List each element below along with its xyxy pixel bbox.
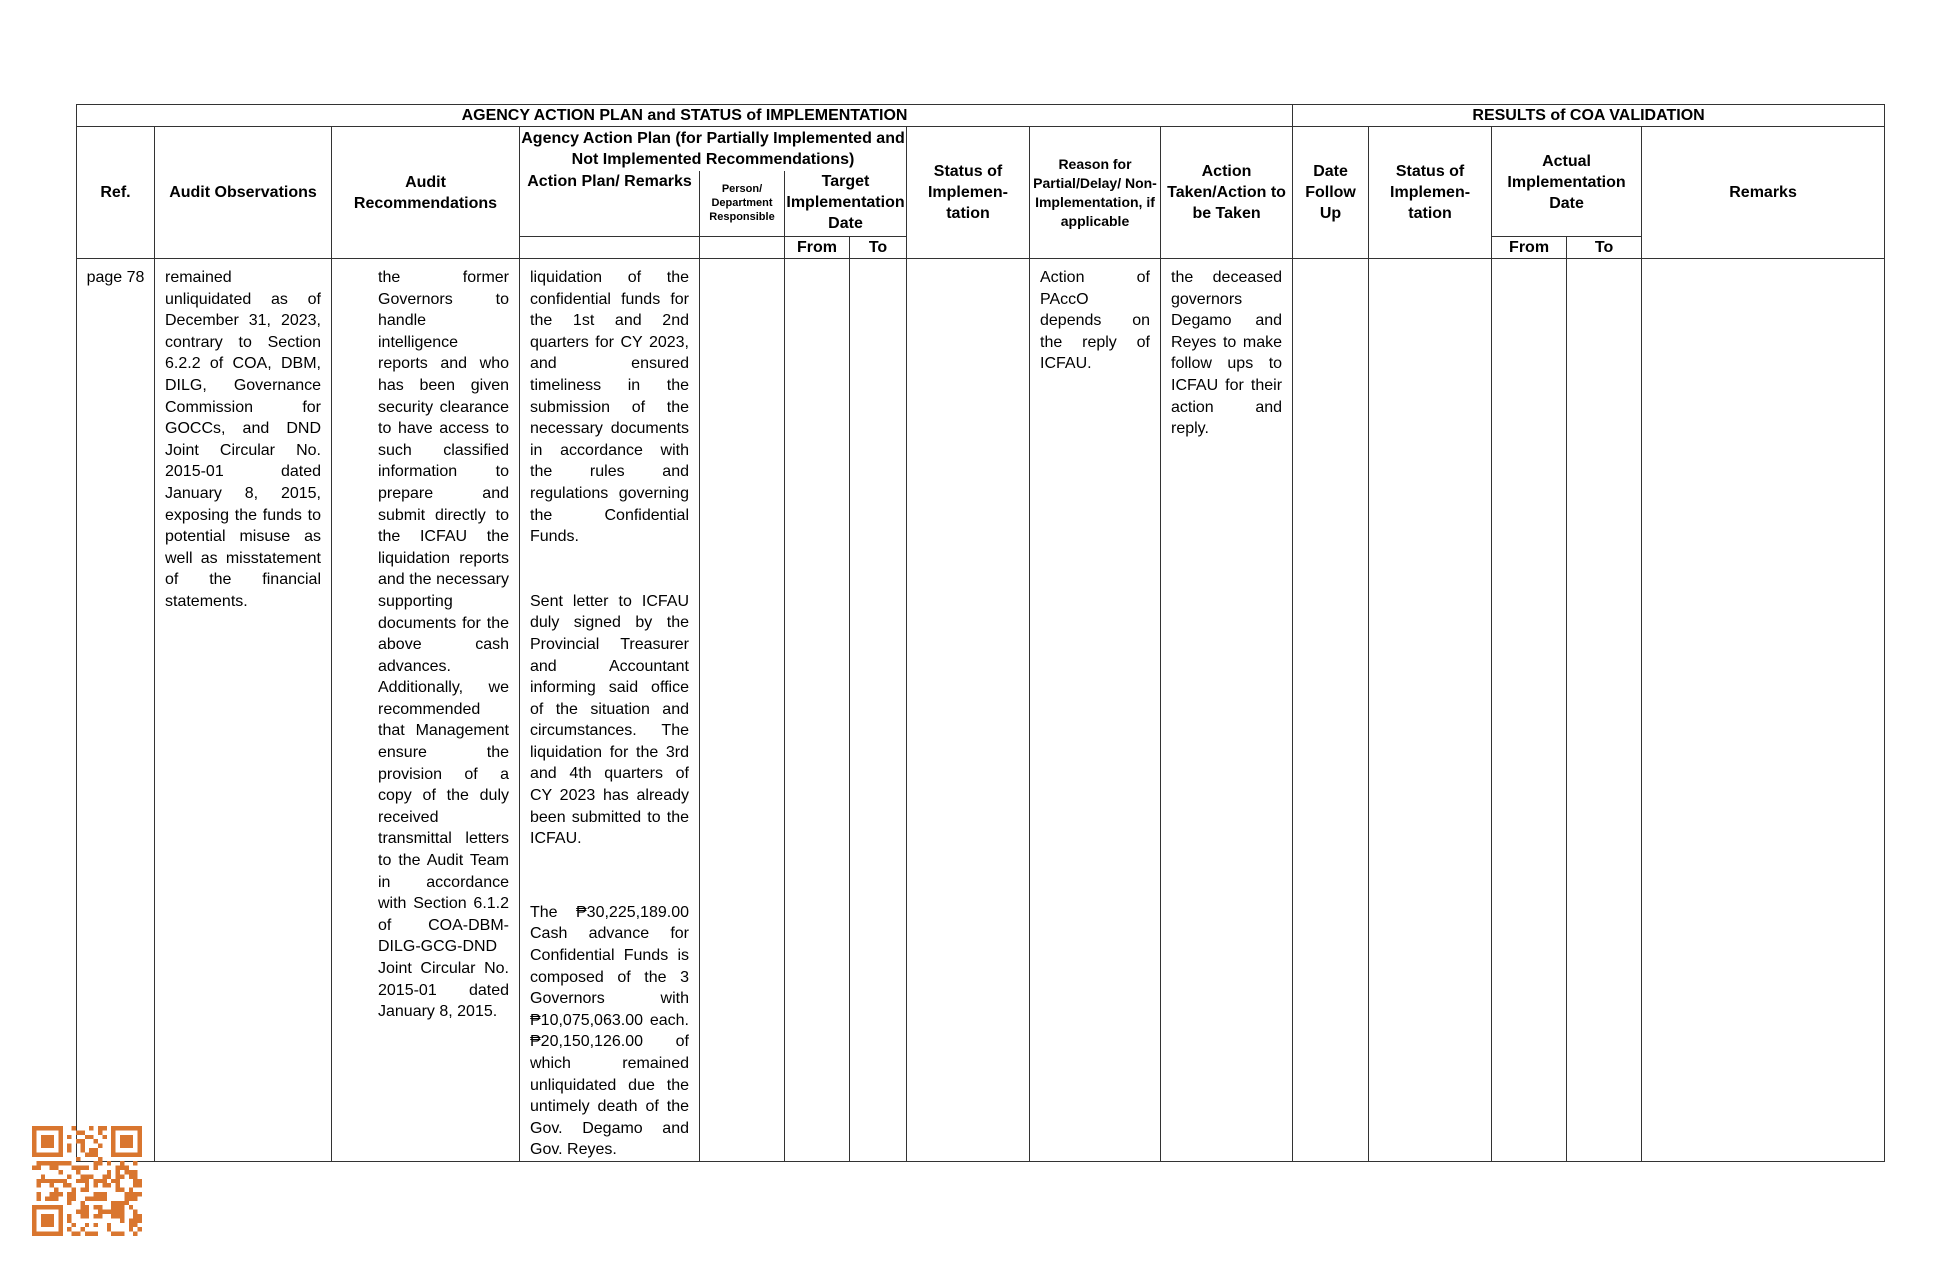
audit-recommendations-header: Audit Recommendations	[332, 127, 520, 259]
remarks-cell	[1642, 259, 1885, 1162]
reason-cell: Action of PAccO depends on the reply of ICFAU.	[1030, 259, 1161, 1162]
action-plan-paragraph-2: Sent letter to ICFAU duly signed by the Provincial Treasurer and Accountant informing said office of the situation and circumstances. The liquidation for the 3rd and 4th quarters of CY 2023 has already been submitted to the ICFAU.	[530, 592, 689, 848]
actual-from-header: From	[1492, 237, 1567, 259]
agency-title: AGENCY ACTION PLAN and STATUS of IMPLEMENTATION	[77, 105, 1293, 127]
date-follow-up-cell	[1293, 259, 1369, 1162]
audit-recommendation-cell: the former Governors to handle intelligence reports and who has been given security clearance to have access to such classified information to prepare and submit directly to the ICFAU the liquidation reports and the necessary supporting documents for the above cash advances. Additionally, we recommended that Management ensure the provision of a copy of the duly received transmittal letters to the Audit Team in accordance with Section 6.1.2 of COA-DBM-DILG-GCG-DND Joint Circular No. 2015-01 dated January 8, 2015.	[332, 259, 520, 1162]
date-follow-up-header: Date Follow Up	[1293, 127, 1369, 259]
person-responsible-header: Person/ Department Responsible	[700, 171, 785, 237]
target-to-header: To	[850, 237, 907, 259]
target-from-cell	[785, 259, 850, 1162]
action-plan-remarks-header: Action Plan/ Remarks	[520, 171, 700, 237]
ref-header: Ref.	[77, 127, 155, 259]
ref-cell: page 78	[77, 259, 155, 1162]
coa-status-cell	[1369, 259, 1492, 1162]
qr-code-icon	[32, 1126, 142, 1236]
target-to-cell	[850, 259, 907, 1162]
target-implementation-date-header: Target Implementation Date	[785, 171, 907, 237]
action-taken-cell: the deceased governors Degamo and Reyes to make follow ups to ICFAU for their action and reply.	[1161, 259, 1293, 1162]
coa-status-header: Status of Implemen-tation	[1369, 127, 1492, 259]
status-header: Status of Implemen-tation	[907, 127, 1030, 259]
coa-title: RESULTS of COA VALIDATION	[1293, 105, 1885, 127]
paragraph-gap	[530, 548, 689, 591]
action-taken-header: Action Taken/Action to be Taken	[1161, 127, 1293, 259]
paragraph-gap	[530, 850, 689, 902]
audit-observation-cell: remained unliquidated as of December 31, 2023, contrary to Section 6.2.2 of COA, DBM, DILG, Governance Commission for GOCCs, and DND Joint Circular No. 2015-01 dated January 8, 2015, exposing the funds to potential misuse as well as misstatement of the financial statements.	[155, 259, 332, 1162]
action-plan-paragraph-1: liquidation of the confidential funds for the 1st and 2nd quarters for CY 2023, and ensured timeliness in the submission of the necessary documents in accordance with the rules and regulations governing the Confidential Funds.	[530, 269, 689, 546]
person-responsible-cell	[700, 259, 785, 1162]
action-plan-paragraph-3: The ₱30,225,189.00 Cash advance for Confidential Funds is composed of the 3 Governors with ₱10,075,063.00 each. ₱20,150,126.00 of which remained unliquidated due the untimely death of the Gov. Degamo and Gov. Reyes.	[530, 903, 689, 1159]
actual-to-header: To	[1567, 237, 1642, 259]
remarks-header: Remarks	[1642, 127, 1885, 259]
action-plan-cell	[520, 259, 700, 1162]
action-plan-table	[76, 104, 1885, 1162]
person-header-spacer	[700, 237, 785, 259]
status-cell	[907, 259, 1030, 1162]
target-from-header: From	[785, 237, 850, 259]
audit-observations-header: Audit Observations	[155, 127, 332, 259]
actual-implementation-date-header: Actual Implementation Date	[1492, 127, 1642, 237]
reason-header: Reason for Partial/Delay/ Non-Implementation, if applicable	[1030, 127, 1161, 259]
agency-action-plan-group-header: Agency Action Plan (for Partially Implemented and Not Implemented Recommendations)	[520, 127, 907, 171]
actual-to-cell	[1567, 259, 1642, 1162]
actual-from-cell	[1492, 259, 1567, 1162]
action-plan-header-spacer	[520, 237, 700, 259]
